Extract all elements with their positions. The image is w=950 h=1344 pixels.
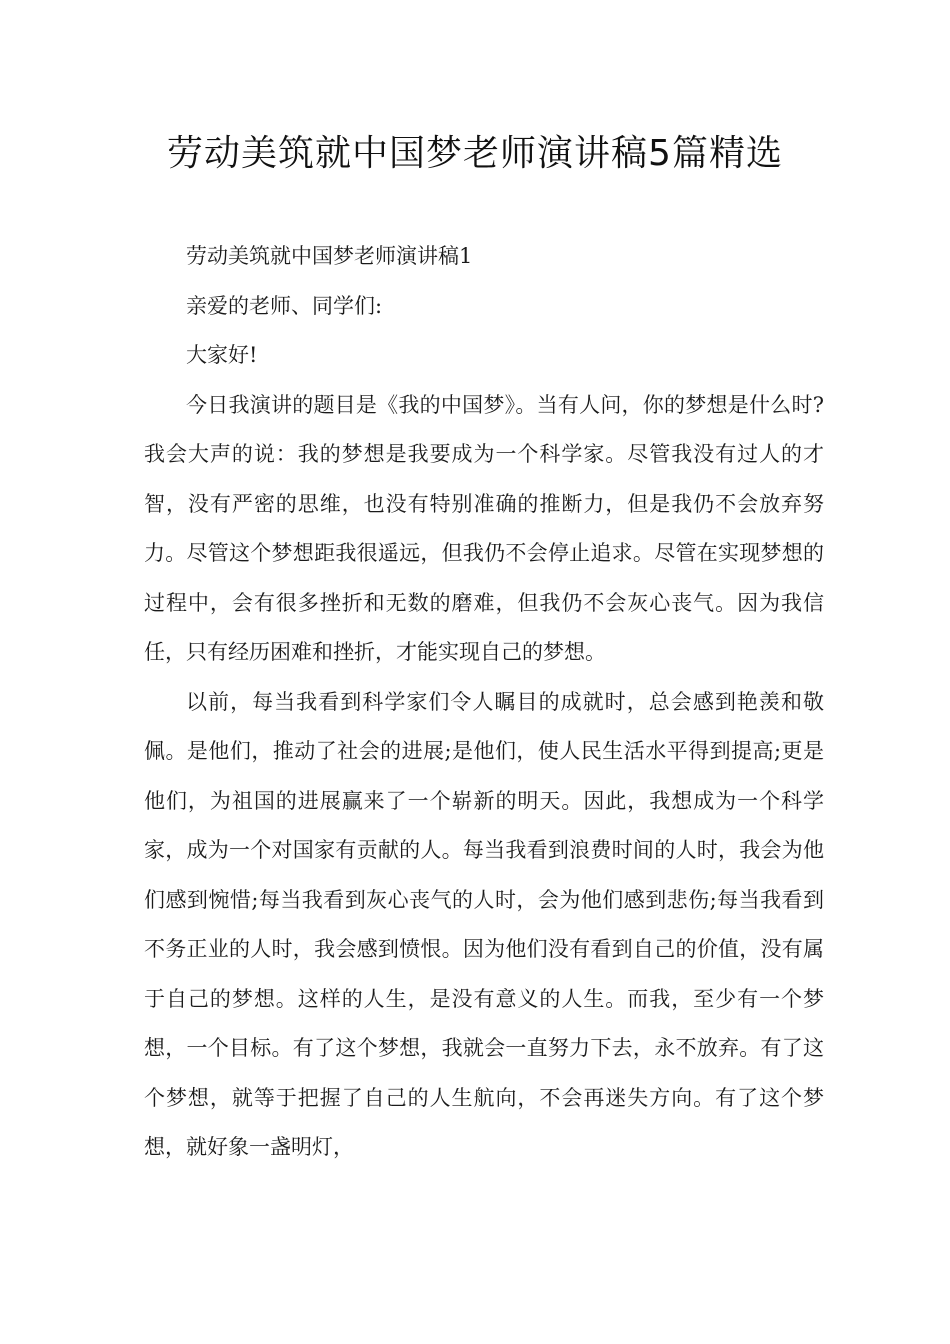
document-body <box>144 232 824 1173</box>
body-paragraph: 今日我演讲的题目是《我的中国梦》。当有人问，你的梦想是什么时?我会大声的说：我的梦想是我要成为一个科学家。尽管我没有过人的才智，没有严密的思维，也没有特别准确的推断力，但是我仍不会放弃努力。尽管这个梦想距我很遥远，但我仍不会停止追求。尽管在实现梦想的过程中，会有很多挫折和无数的磨难，但我仍不会灰心丧气。因为我信任，只有经历困难和挫折，才能实现自己的梦想。 <box>144 392 824 664</box>
document-title: 劳动美筑就中国梦老师演讲稿5篇精选 <box>167 133 783 174</box>
greeting: 大家好! <box>186 343 258 367</box>
salutation: 亲爱的老师、同学们: <box>186 293 383 318</box>
section-heading: 劳动美筑就中国梦老师演讲稿1 <box>186 244 473 268</box>
body-paragraph: 以前，每当我看到科学家们令人瞩目的成就时，总会感到艳羡和敬佩。是他们，推动了社会的进展;是他们，使人民生活水平得到提高;更是他们，为祖国的进展赢来了一个崭新的明天。因此，我想成为一个科学家，成为一个对国家有贡献的人。每当我看到浪费时间的人时，我会为他们感到惋惜;每当我看到灰心丧气的人时，会为他们感到悲伤;每当我看到不务正业的人时，我会感到愤恨。因为他们没有看到自己的价值，没有属于自己的梦想。这样的人生，是没有意义的人生。而我，至少有一个梦想，一个目标。有了这个梦想，我就会一直努力下去，永不放弃。有了这个梦想，就等于把握了自己的人生航向，不会再迷失方向。有了这个梦想，就好象一盏明灯， <box>144 689 824 1159</box>
